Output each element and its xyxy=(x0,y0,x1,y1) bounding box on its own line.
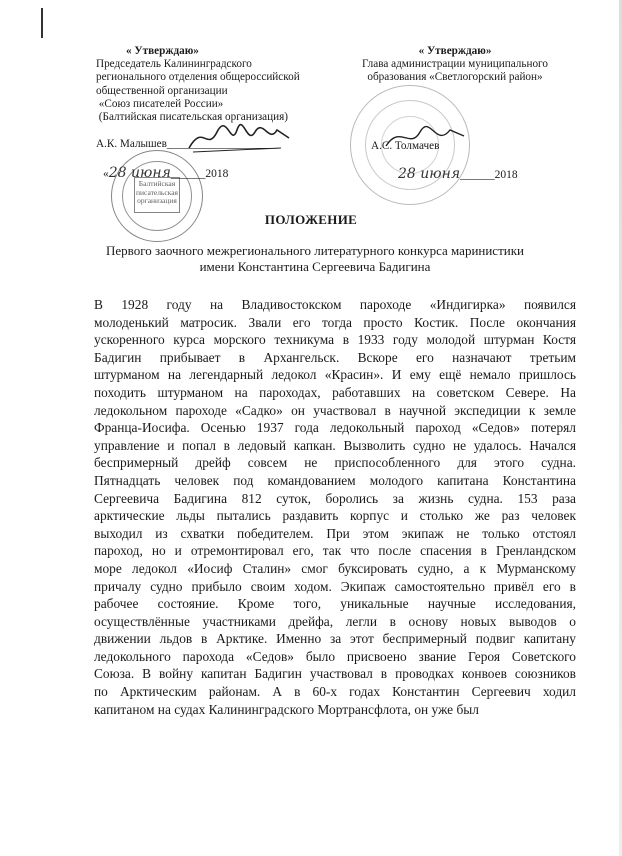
body-line: ускоренного курса морского техникума в 1933 году молодой штурман Костя xyxy=(94,332,576,348)
stamp-center-text xyxy=(134,177,180,213)
handwritten-signature-left xyxy=(185,118,295,158)
handwritten-signature-right xyxy=(380,120,470,154)
approval-line: Председатель Калининградского xyxy=(96,58,252,71)
body-line: арктические льды пытались раздавить корпус и столько же раз человек xyxy=(94,508,576,524)
approval-block-left xyxy=(96,45,346,124)
body-line: осуществлённые участниками дрейфа, легли в основу новых выводов о xyxy=(94,613,576,629)
body-paragraph xyxy=(94,296,576,718)
date-underline: ______ xyxy=(460,169,495,181)
approval-line: регионального отделения общероссийской xyxy=(96,71,300,84)
body-line: управление и попал в ледовый капкан. Вызволить судно не удалось. Начался xyxy=(94,437,576,453)
organization-stamp-left xyxy=(108,150,203,242)
body-line: море ледокол «Иосиф Сталин» смог буксировать судно, а к Мурманскому xyxy=(94,560,576,576)
date-open-quote: « xyxy=(103,168,109,180)
document-subtitle xyxy=(80,243,550,275)
body-line: Франца-Иосифа. Осенью 1937 года ледокольный пароход «Седов» потерял xyxy=(94,420,576,436)
body-line: выходил из схватки победителем. При этом экипаж не только отстоял xyxy=(94,525,576,541)
approval-line: Глава администрации муниципального xyxy=(362,58,548,71)
approval-heading-right: « Утверждаю» xyxy=(418,45,492,57)
handwritten-date-right: 28 июня xyxy=(398,166,461,182)
body-line: штурманом на легендарный ледокол «Красин». И ему ещё немало пришлось xyxy=(94,367,576,383)
stamp-text-line: организация xyxy=(137,196,177,205)
body-line: Пятнадцать человек под командованием молодого капитана Константина xyxy=(94,472,576,488)
body-line: по Арктическим районам. А в 60-х годах Константин Сергеевич ходил xyxy=(94,684,576,700)
body-line: капитаном на судах Калининградского Мортрансфлота, он уже был xyxy=(94,701,479,717)
body-line: молоденький матросик. Звали его тогда просто Костик. После окончания xyxy=(94,314,576,330)
body-line: Союза. В войну капитан Бадигин участвовал в проводках конвоев союзников xyxy=(94,666,576,682)
signatory-name-left: А.К. Малышев xyxy=(96,138,167,150)
body-line: беспримерный дрейф совсем не приспособленного для этого судна. xyxy=(94,455,576,471)
signature-underline: ____________________ xyxy=(166,138,279,150)
approval-line: (Балтийская писательская организация) xyxy=(96,111,288,124)
body-line: пароход, но и отремонтировал его, так что после спасения в Гренландском xyxy=(94,543,576,559)
stamp-text-line: Балтийская xyxy=(138,179,176,188)
body-line: походить штурманом на пароходах, работавших на советском Севере. На xyxy=(94,384,576,400)
body-line: В 1928 году на Владивостокском пароходе «Индигирка» появился xyxy=(94,297,576,312)
approval-line: образования «Светлогорский район» xyxy=(367,71,543,84)
date-year-right: 2018 xyxy=(494,169,518,181)
body-line: ледокольном пароходе «Садко» он участвовал в научной экспедиции к земле xyxy=(94,402,576,418)
approval-line: «Союз писателей России» xyxy=(96,97,224,110)
approval-heading-left: « Утверждаю» xyxy=(126,45,199,57)
subtitle-line: Первого заочного межрегионального литературного конкурса маринистики xyxy=(105,243,524,258)
signatory-name-right: А.С. Толмачев xyxy=(371,140,440,152)
handwritten-date-left: 28 июня xyxy=(108,165,171,181)
body-line: Бадигин прибывает в Архангельск. Вскоре его назначают третьим xyxy=(94,349,576,365)
date-underline: ______ xyxy=(170,168,206,180)
document-title: ПОЛОЖЕНИЕ xyxy=(264,212,358,227)
subtitle-line: имени Константина Сергеевича Бадигина xyxy=(199,259,431,274)
body-line: движении льдов в Арктике. Именно за этот беспримерный подвиг капитану xyxy=(94,631,576,647)
stamp-text-line: писательская xyxy=(136,187,178,197)
date-row-left xyxy=(103,165,228,181)
approval-line: общественной организации xyxy=(96,84,228,97)
body-line: рабочее состояние. Кроме того, уникальные научные исследования, xyxy=(94,596,576,612)
date-row-right xyxy=(398,166,518,182)
body-line: Сергеевича Бадигина 812 суток, боролись за жизнь судна. 153 раза xyxy=(94,490,576,506)
date-year-left: 2018 xyxy=(205,168,229,180)
body-line: ледокольного парохода «Седов» было присвоено звание Героя Советского xyxy=(94,648,576,664)
approval-block-right xyxy=(335,45,575,85)
body-line: причалу судно прибыло своим ходом. Экипаж самостоятельно привёл его в xyxy=(94,578,576,594)
scan-edge-mark xyxy=(41,8,43,38)
